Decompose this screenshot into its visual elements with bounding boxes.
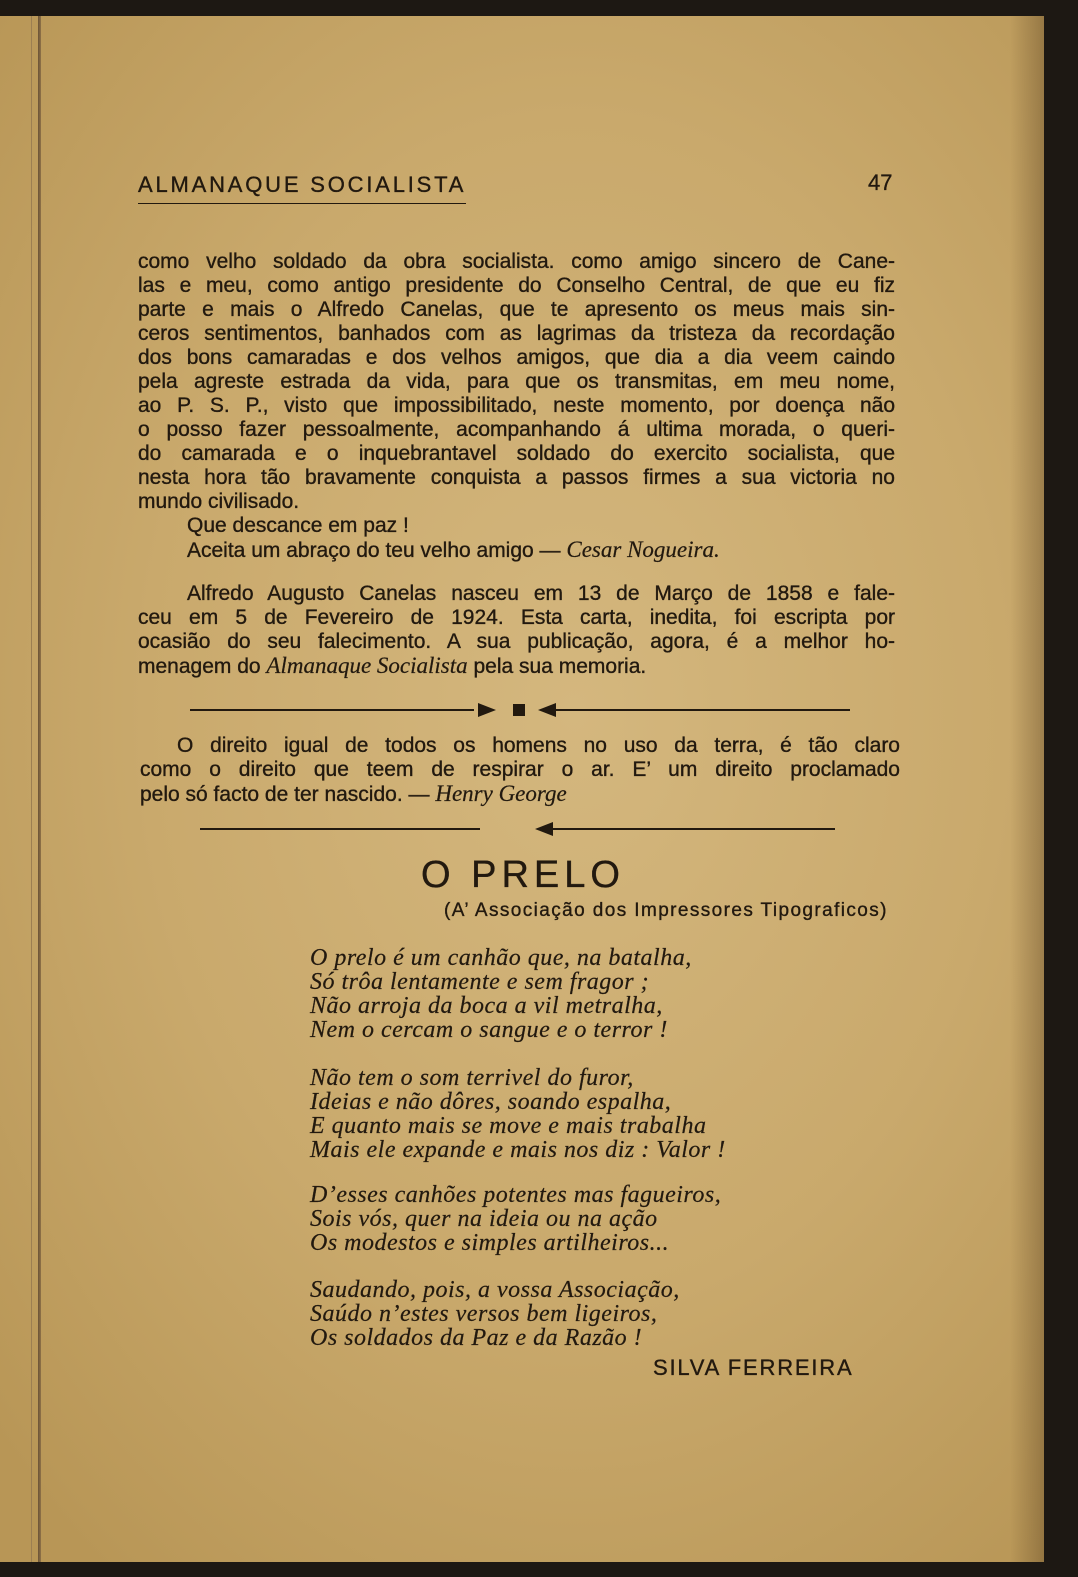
poem-dedication: (A’ Associação dos Impressores Tipograficos) — [444, 900, 888, 921]
page-number: 47 — [868, 170, 893, 195]
poem-line: O prelo é um canhão que, na batalha, — [310, 945, 692, 971]
divider-line — [556, 709, 850, 711]
publication-title: Almanaque Socialista — [266, 653, 468, 678]
poem-line: E quanto mais se move e mais trabalha — [310, 1113, 707, 1139]
poem-stanza — [310, 946, 692, 1042]
poem-line: Os modestos e simples artilheiros... — [310, 1230, 670, 1256]
note-text: pela sua memoria. — [467, 655, 647, 678]
text-line: mundo civilisado. — [138, 490, 300, 513]
text-line: ocasião do seu falecimento. A sua publicação, agora, é a melhor ho- — [138, 630, 895, 653]
running-header: ALMANAQUE SOCIALISTA — [138, 172, 466, 204]
poem-title: O PRELO — [421, 854, 625, 896]
binding-edge — [38, 16, 41, 1562]
page-shadow — [1010, 16, 1044, 1562]
text-line: como velho soldado da obra socialista. como amigo sincero de Cane- — [138, 250, 895, 273]
text-line: ceu em 5 de Fevereiro de 1924. Esta carta, inedita, foi escripta por — [138, 606, 895, 629]
poem-line: Não tem o som terrivel do furor, — [310, 1065, 634, 1091]
text-line: Alfredo Augusto Canelas nasceu em 13 de Março de 1858 e fale- — [187, 582, 895, 605]
poem-line: Ideias e não dôres, soando espalha, — [310, 1089, 672, 1115]
poem-line: Não arroja da boca a vil metralha, — [310, 993, 663, 1019]
text-line: do camarada e o inquebrantavel soldado do exercito socialista, que — [138, 442, 895, 465]
quote — [140, 734, 900, 806]
poem-line: Saúdo n’estes versos bem ligeiros, — [310, 1301, 658, 1327]
poem-line: Sois vós, quer na ideia ou na ação — [310, 1206, 658, 1232]
poem-author: SILVA FERREIRA — [653, 1355, 854, 1380]
quote-author: Henry George — [435, 781, 567, 806]
letter-signoff — [138, 538, 895, 562]
text-line: como o direito que teem de respirar o ar. E’ um direito proclamado — [140, 758, 900, 781]
text-line: ao P. S. P., visto que impossibilitado, neste momento, por doença não — [138, 394, 895, 417]
poem-stanza — [310, 1278, 680, 1350]
poem-line: Só trôa lentamente e sem fragor ; — [310, 969, 650, 995]
binding-edge-faint — [31, 16, 32, 1562]
text-line: O direito igual de todos os homens no uso da terra, é tão claro — [177, 734, 900, 757]
section-divider — [190, 703, 852, 717]
signoff-text: Aceita um abraço do teu velho amigo — — [187, 539, 567, 562]
poem-line: Nem o cercam o sangue e o terror ! — [310, 1017, 668, 1043]
poem-line: Mais ele expande e mais nos diz : Valor ! — [310, 1137, 726, 1163]
text-line: parte e mais o Alfredo Canelas, que te apresento os meus mais sin- — [138, 298, 895, 321]
text-line: nesta hora tão bravamente conquista a passos firmes a sua victoria no — [138, 466, 895, 489]
poem-line: D’esses canhões potentes mas fagueiros, — [310, 1182, 722, 1208]
quote-text: pelo só facto de ter nascido. — — [140, 783, 436, 806]
divider-line — [552, 828, 835, 830]
note-text: menagem do — [138, 655, 267, 678]
editorial-note — [138, 582, 895, 678]
poem-line: Saudando, pois, a vossa Associação, — [310, 1277, 680, 1303]
poem-line: Os soldados da Paz e da Razão ! — [310, 1325, 643, 1351]
divider-line — [200, 828, 480, 830]
text-line — [140, 782, 900, 806]
divider-line — [190, 709, 474, 711]
text-line: ceros sentimentos, banhados com as lagrimas da tristeza da recordação — [138, 322, 895, 345]
text-line: o posso fazer pessoalmente, acompanhando á ultima morada, o queri- — [138, 418, 895, 441]
poem-stanza — [310, 1066, 726, 1162]
text-line — [138, 654, 895, 678]
letter-closing: Que descance em paz ! — [187, 514, 409, 537]
text-line: pela agreste estrada da vida, para que os transmitas, em meu nome, — [138, 370, 895, 393]
arrow-left-icon — [538, 703, 556, 717]
section-divider — [200, 822, 836, 836]
poem-stanza — [310, 1183, 721, 1255]
letter-text — [138, 250, 895, 562]
arrow-right-icon — [478, 703, 496, 717]
arrow-left-icon — [535, 822, 553, 836]
text-line: dos bons camaradas e dos velhos amigos, que dia a dia veem caindo — [138, 346, 895, 369]
text-line: las e meu, como antigo presidente do Conselho Central, de que eu fiz — [138, 274, 895, 297]
square-icon — [513, 704, 525, 716]
signoff-author: Cesar Nogueira. — [566, 537, 720, 562]
